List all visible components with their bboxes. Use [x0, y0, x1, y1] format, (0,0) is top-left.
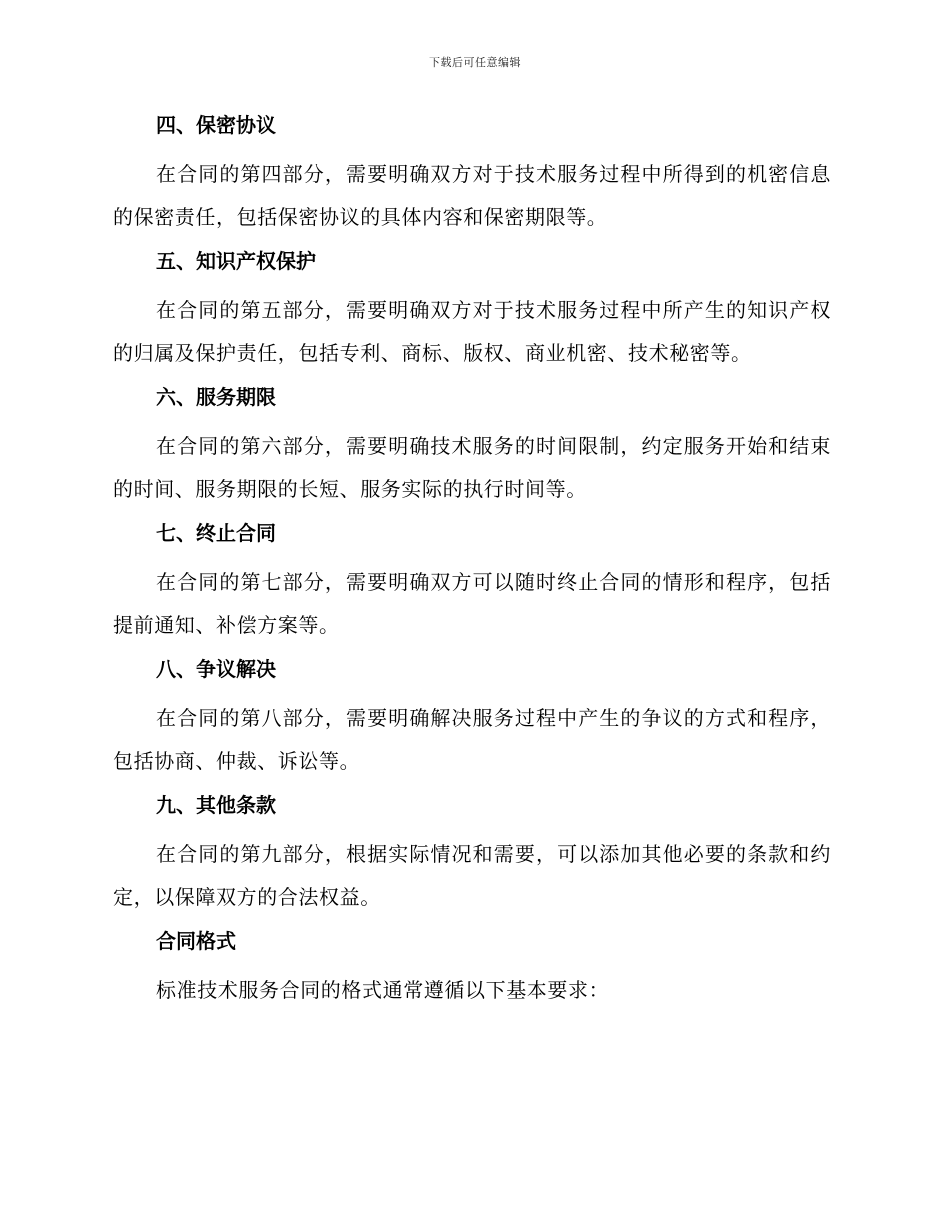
section-heading: 六、服务期限	[156, 385, 276, 409]
section-paragraph: 在合同的第六部分，需要明确技术服务的时间限制，约定服务开始和结束的时间、服务期限的长短、服务实际的执行时间等。	[113, 434, 831, 501]
section-dispute-resolution	[113, 654, 831, 783]
section-paragraph: 在合同的第四部分，需要明确双方对于技术服务过程中所得到的机密信息的保密责任，包括保密协议的具体内容和保密期限等。	[113, 162, 831, 229]
section-heading: 八、争议解决	[156, 657, 276, 681]
section-paragraph: 标准技术服务合同的格式通常遵循以下基本要求：	[156, 978, 610, 1002]
section-termination	[113, 518, 831, 647]
section-paragraph: 在合同的第八部分，需要明确解决服务过程中产生的争议的方式和程序，包括协商、仲裁、诉讼等。	[113, 706, 831, 773]
section-heading: 五、知识产权保护	[156, 249, 316, 273]
section-heading: 九、其他条款	[156, 793, 276, 817]
section-heading: 合同格式	[156, 929, 236, 953]
section-paragraph: 在合同的第五部分，需要明确双方对于技术服务过程中所产生的知识产权的归属及保护责任，包括专利、商标、版权、商业机密、技术秘密等。	[113, 298, 831, 365]
section-ip-protection	[113, 246, 831, 375]
page-header: 下载后可任意编辑	[429, 56, 521, 69]
section-other-terms	[113, 790, 831, 919]
section-service-term	[113, 382, 831, 511]
section-paragraph: 在合同的第七部分，需要明确双方可以随时终止合同的情形和程序，包括提前通知、补偿方案等。	[113, 570, 831, 637]
section-heading: 四、保密协议	[156, 113, 276, 137]
section-confidentiality	[113, 110, 831, 239]
section-contract-format	[113, 926, 831, 1012]
section-heading: 七、终止合同	[156, 521, 276, 545]
document-body	[113, 110, 831, 1019]
section-paragraph: 在合同的第九部分，根据实际情况和需要，可以添加其他必要的条款和约定，以保障双方的合法权益。	[113, 842, 831, 909]
